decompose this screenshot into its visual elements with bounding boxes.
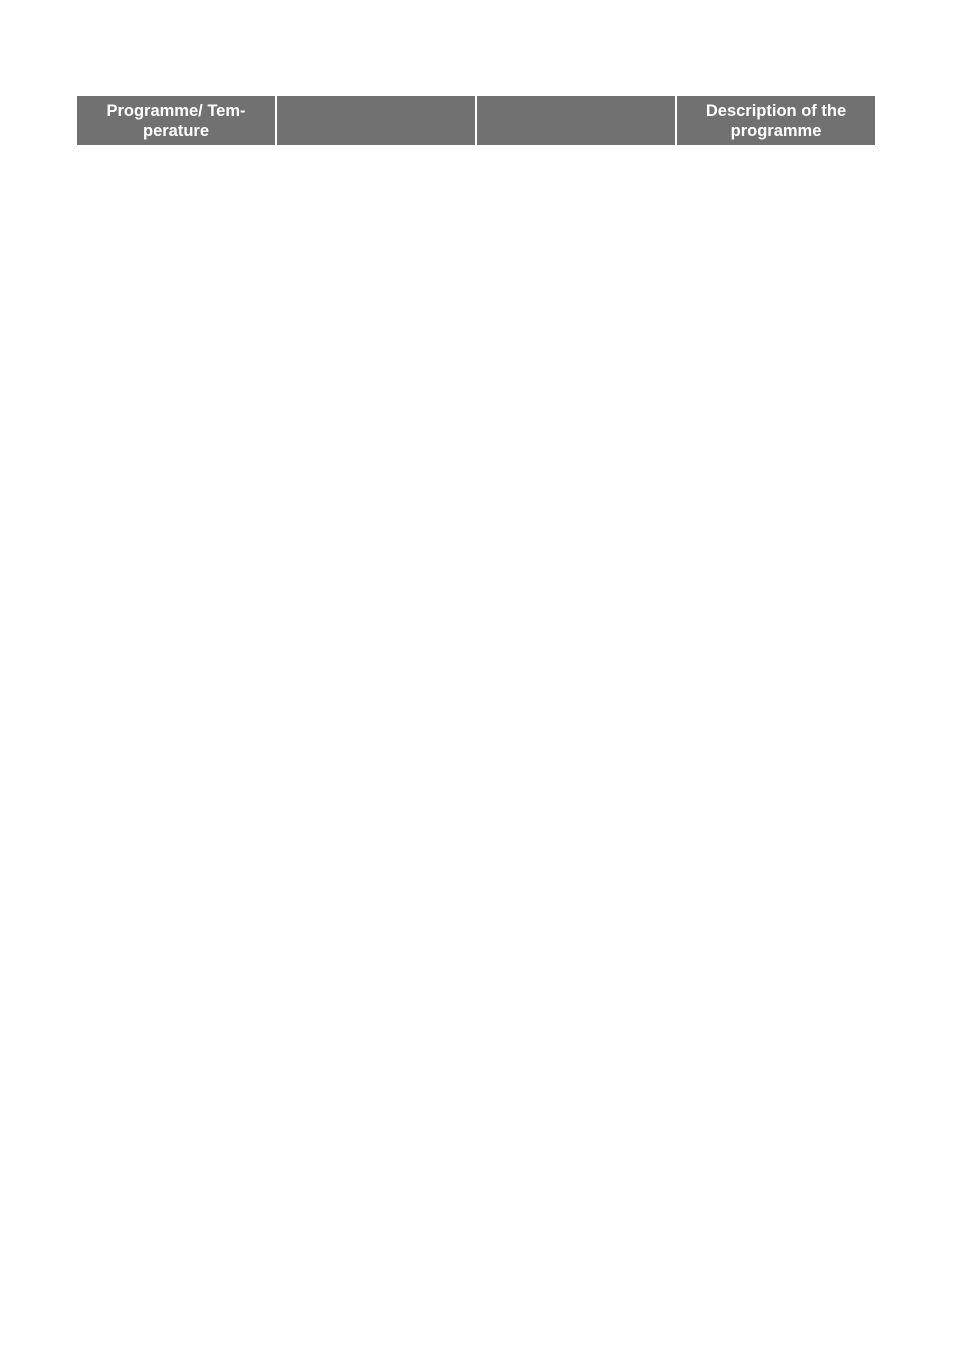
column-header-programme — [77, 96, 276, 145]
header-line: Description of the — [705, 101, 847, 120]
column-header-laundry — [276, 96, 476, 145]
header-line: perature — [142, 121, 210, 140]
table-header-row — [77, 96, 875, 145]
page-header — [77, 37, 83, 57]
header-line: programme — [730, 121, 822, 140]
header-line: Programme/ Tem- — [106, 101, 246, 120]
programme-table — [77, 96, 875, 145]
column-header-description — [676, 96, 875, 145]
column-header-options — [476, 96, 676, 145]
